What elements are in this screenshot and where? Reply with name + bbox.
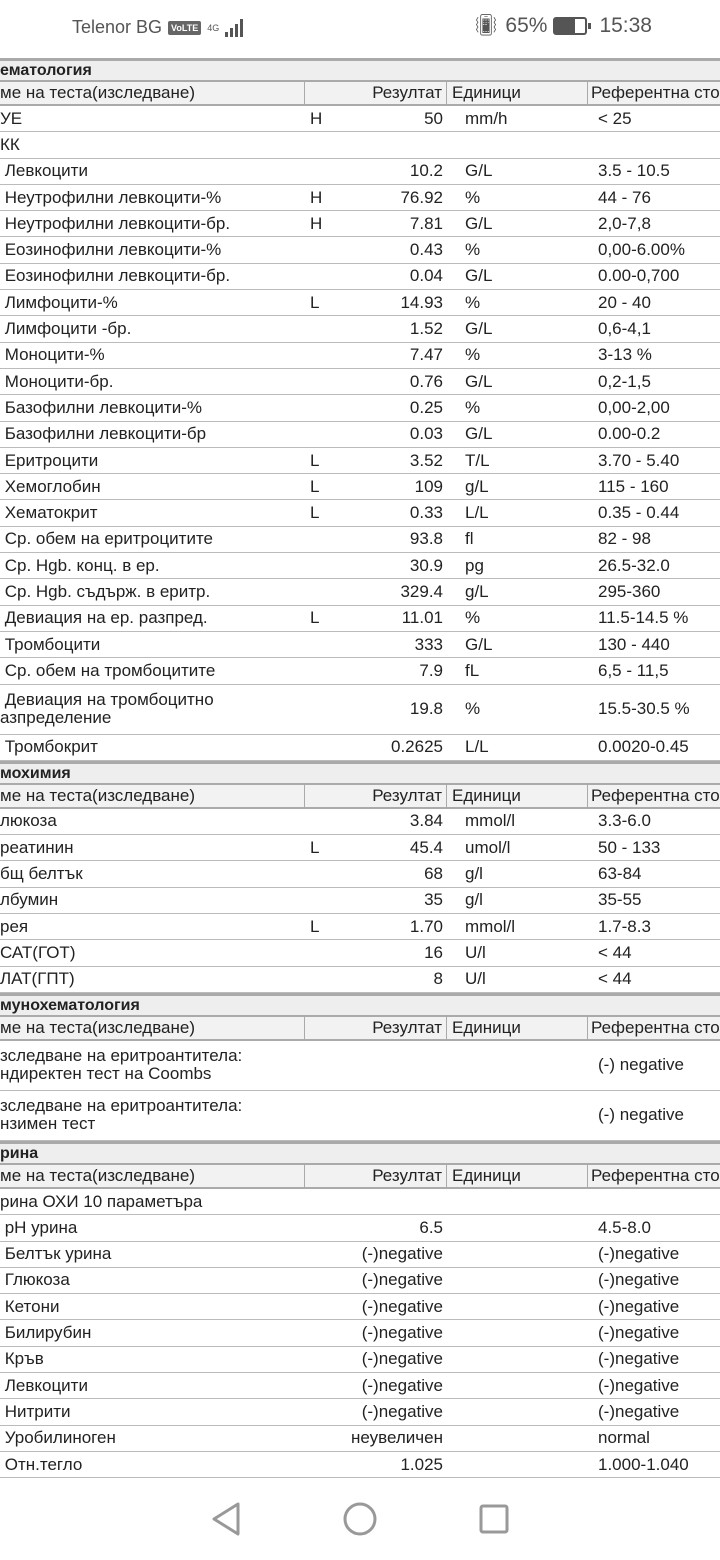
carrier-label: Telenor BG bbox=[72, 17, 163, 37]
result-value: 0.76 bbox=[409, 371, 443, 391]
column-result: Резултат bbox=[305, 82, 447, 104]
test-name: рина ОХИ 10 параметъра bbox=[0, 1191, 203, 1211]
result-value: 329.4 bbox=[400, 581, 443, 601]
reference-range: (-)negative bbox=[598, 1324, 680, 1343]
reference-range: < 44 bbox=[598, 943, 632, 962]
result-value: 16 bbox=[424, 942, 443, 962]
result-value: 0.43 bbox=[409, 240, 443, 260]
test-name: люкоза bbox=[0, 811, 57, 831]
test-name: УЕ bbox=[0, 108, 23, 128]
units: G/L bbox=[465, 266, 493, 286]
column-header-row bbox=[0, 1017, 720, 1041]
reference-range: normal bbox=[598, 1429, 650, 1448]
units: fL bbox=[465, 660, 480, 680]
result-value: 11.01 bbox=[401, 608, 443, 628]
table-row bbox=[0, 658, 720, 684]
table-row bbox=[0, 132, 720, 158]
reference-range: 295-360 bbox=[598, 582, 661, 601]
test-name: Уробилиноген bbox=[0, 1428, 116, 1448]
table-row bbox=[0, 1294, 720, 1320]
column-name: ме на теста(изследване) bbox=[0, 1165, 305, 1187]
result-value: (-)negative bbox=[361, 1375, 443, 1395]
units: g/l bbox=[465, 890, 483, 910]
test-name: Неутрофилни левкоцити-бр. bbox=[0, 213, 231, 233]
back-icon[interactable] bbox=[210, 1501, 242, 1537]
result-value: 76.92 bbox=[400, 187, 443, 207]
test-name: Базофилни левкоцити-% bbox=[0, 397, 202, 417]
column-result: Резултат bbox=[305, 785, 447, 807]
test-name: ЛАТ(ГПТ) bbox=[0, 969, 75, 989]
column-header-row bbox=[0, 82, 720, 106]
table-row bbox=[0, 1215, 720, 1241]
test-name: Кръв bbox=[0, 1349, 44, 1369]
table-row bbox=[0, 500, 720, 526]
result-value: 1.025 bbox=[400, 1454, 443, 1474]
reference-range: (-) negative bbox=[598, 1106, 684, 1125]
status-bar bbox=[0, 0, 720, 58]
table-row bbox=[0, 211, 720, 237]
reference-range: 44 - 76 bbox=[598, 188, 651, 207]
test-name: САТ(ГОТ) bbox=[0, 942, 76, 962]
units: % bbox=[465, 345, 481, 365]
reference-range: (-)negative bbox=[598, 1376, 680, 1395]
reference-range: 0,2-1,5 bbox=[598, 372, 651, 391]
result-value: 6.5 bbox=[419, 1217, 443, 1237]
reference-range: 0,00-6.00% bbox=[598, 241, 685, 260]
result-value: (-)negative bbox=[361, 1270, 443, 1290]
table-row bbox=[0, 553, 720, 579]
clock: 15:38 bbox=[599, 14, 652, 37]
column-reference: Референтна сто bbox=[591, 1166, 720, 1185]
result-value: 3.52 bbox=[409, 450, 443, 470]
column-header-row bbox=[0, 785, 720, 809]
column-name: ме на теста(изследване) bbox=[0, 1017, 305, 1039]
home-icon[interactable] bbox=[342, 1501, 378, 1537]
result-value: 35 bbox=[424, 890, 443, 910]
flag: L bbox=[310, 503, 320, 523]
reference-range: 35-55 bbox=[598, 891, 642, 910]
units: mm/h bbox=[465, 108, 508, 128]
test-name: Нитрити bbox=[0, 1401, 71, 1421]
battery-icon bbox=[553, 17, 587, 35]
table-row bbox=[0, 106, 720, 132]
reference-range: 4.5-8.0 bbox=[598, 1218, 651, 1237]
test-name: Лимфоцити -бр. bbox=[0, 319, 132, 339]
result-value: 45.4 bbox=[409, 837, 443, 857]
reference-range: 20 - 40 bbox=[598, 293, 651, 312]
reference-range: 0.0020-0.45 bbox=[598, 738, 689, 757]
units: % bbox=[465, 397, 481, 417]
table-row bbox=[0, 940, 720, 966]
column-units: Единици bbox=[447, 785, 588, 807]
table-row bbox=[0, 685, 720, 735]
table-row bbox=[0, 290, 720, 316]
test-name: зследване на еритроантитела: ндиректен тест на Coombs bbox=[0, 1046, 243, 1084]
battery-percent: 65% bbox=[505, 14, 548, 37]
test-name: Тромбокрит bbox=[0, 737, 98, 757]
result-value: 68 bbox=[424, 864, 443, 884]
table-row bbox=[0, 264, 720, 290]
flag: H bbox=[310, 213, 323, 233]
test-name: Ср. Hgb. конц. в ер. bbox=[0, 555, 160, 575]
units: umol/l bbox=[465, 837, 511, 857]
units: fl bbox=[465, 529, 474, 549]
result-value: неувеличен bbox=[351, 1428, 443, 1448]
column-result: Резултат bbox=[305, 1165, 447, 1187]
table-row bbox=[0, 861, 720, 887]
flag: L bbox=[310, 916, 320, 936]
reference-range: 0,00-2,00 bbox=[598, 398, 670, 417]
test-name: КК bbox=[0, 134, 20, 154]
result-value: (-)negative bbox=[361, 1349, 443, 1369]
test-name: Моноцити-% bbox=[0, 345, 105, 365]
table-row bbox=[0, 1373, 720, 1399]
reference-range: 15.5-30.5 % bbox=[598, 700, 690, 719]
column-reference: Референтна сто bbox=[591, 1018, 720, 1037]
units: % bbox=[465, 699, 481, 719]
reference-range: 11.5-14.5 % bbox=[598, 609, 689, 628]
test-name: Хемоглобин bbox=[0, 476, 101, 496]
result-value: 3.84 bbox=[409, 811, 443, 831]
reference-range: (-)negative bbox=[598, 1271, 680, 1290]
units: L/L bbox=[465, 503, 489, 523]
flag: H bbox=[310, 187, 323, 207]
units: % bbox=[465, 292, 481, 312]
table-row bbox=[0, 159, 720, 185]
table-row bbox=[0, 527, 720, 553]
test-name: Девиация на тромбоцитно азпределение bbox=[0, 690, 214, 728]
units: G/L bbox=[465, 371, 493, 391]
reference-range: 63-84 bbox=[598, 865, 642, 884]
reference-range: 3-13 % bbox=[598, 346, 652, 365]
result-value: (-)negative bbox=[361, 1323, 443, 1343]
result-value: 93.8 bbox=[409, 529, 443, 549]
flag: H bbox=[310, 108, 323, 128]
flag: L bbox=[310, 476, 320, 496]
test-name: Моноцити-бр. bbox=[0, 371, 114, 391]
reference-range: (-)negative bbox=[598, 1350, 680, 1369]
test-name: Еозинофилни левкоцити-% bbox=[0, 240, 222, 260]
table-row bbox=[0, 606, 720, 632]
test-name: Левкоцити bbox=[0, 1375, 88, 1395]
test-name: Еозинофилни левкоцити-бр. bbox=[0, 266, 231, 286]
flag: L bbox=[310, 608, 320, 628]
test-name: Отн.тегло bbox=[0, 1454, 83, 1474]
result-value: 19.8 bbox=[409, 699, 443, 719]
vibrate-icon: 📳︎ bbox=[472, 14, 500, 37]
column-reference: Референтна сто bbox=[591, 84, 720, 102]
units: G/L bbox=[465, 634, 493, 654]
table-row bbox=[0, 1242, 720, 1268]
result-value: (-)negative bbox=[361, 1244, 443, 1264]
table-row bbox=[0, 395, 720, 421]
column-units: Единици bbox=[447, 1017, 588, 1039]
table-row bbox=[0, 1189, 720, 1215]
result-value: 0.25 bbox=[409, 397, 443, 417]
reference-range: 130 - 440 bbox=[598, 635, 670, 654]
test-name: Левкоцити bbox=[0, 161, 88, 181]
reference-range: 0.00-0,700 bbox=[598, 267, 680, 286]
column-reference: Референтна сто bbox=[591, 786, 720, 805]
reference-range: 0,6-4,1 bbox=[598, 320, 651, 339]
result-value: 1.70 bbox=[409, 916, 443, 936]
table-row bbox=[0, 1041, 720, 1091]
units: mmol/l bbox=[465, 916, 516, 936]
table-row bbox=[0, 632, 720, 658]
section-header: ематология bbox=[0, 58, 720, 82]
test-name: pH урина bbox=[0, 1217, 78, 1237]
test-name: Неутрофилни левкоцити-% bbox=[0, 187, 222, 207]
units: U/l bbox=[465, 942, 486, 962]
test-name: Лимфоцити-% bbox=[0, 292, 118, 312]
units: g/l bbox=[465, 864, 483, 884]
table-row bbox=[0, 1426, 720, 1452]
units: G/L bbox=[465, 319, 493, 339]
reference-range: (-)negative bbox=[598, 1297, 680, 1316]
column-units: Единици bbox=[447, 82, 588, 104]
reference-range: (-)negative bbox=[598, 1402, 680, 1421]
result-value: 333 bbox=[414, 634, 443, 654]
recents-icon[interactable] bbox=[478, 1503, 510, 1535]
units: % bbox=[465, 240, 481, 260]
table-row bbox=[0, 967, 720, 993]
reference-range: (-) negative bbox=[598, 1056, 684, 1075]
reference-range: 82 - 98 bbox=[598, 530, 651, 549]
result-value: 0.2625 bbox=[391, 737, 443, 757]
lab-report bbox=[0, 58, 720, 1478]
result-value: 109 bbox=[414, 476, 443, 496]
network-type: 4G bbox=[207, 22, 220, 33]
units: T/L bbox=[465, 450, 490, 470]
units: G/L bbox=[465, 161, 493, 181]
table-row bbox=[0, 835, 720, 861]
flag: L bbox=[310, 292, 320, 312]
result-value: 8 bbox=[433, 969, 443, 989]
section-header: мохимия bbox=[0, 761, 720, 785]
test-name: Кетони bbox=[0, 1296, 60, 1316]
result-value: 0.03 bbox=[409, 424, 443, 444]
table-row bbox=[0, 369, 720, 395]
result-value: 14.93 bbox=[400, 292, 443, 312]
test-name: Ср. обем на тромбоцитите bbox=[0, 660, 216, 680]
section-header: мунохематология bbox=[0, 993, 720, 1017]
table-row bbox=[0, 579, 720, 605]
reference-range: (-)negative bbox=[598, 1245, 680, 1264]
result-value: 7.9 bbox=[419, 660, 443, 680]
reference-range: 0.00-0.2 bbox=[598, 425, 661, 444]
table-row bbox=[0, 735, 720, 761]
result-value: 30.9 bbox=[409, 555, 443, 575]
table-row bbox=[0, 474, 720, 500]
reference-range: 1.7-8.3 bbox=[598, 917, 651, 936]
table-row bbox=[0, 914, 720, 940]
units: % bbox=[465, 187, 481, 207]
test-name: зследване на еритроантитела: нзимен тест bbox=[0, 1096, 243, 1134]
test-name: Белтък урина bbox=[0, 1244, 112, 1264]
table-row bbox=[0, 1347, 720, 1373]
section-header: рина bbox=[0, 1141, 720, 1165]
reference-range: 115 - 160 bbox=[598, 477, 669, 496]
test-name: Ср. Hgb. съдърж. в еритр. bbox=[0, 581, 211, 601]
table-row bbox=[0, 888, 720, 914]
result-value: 1.52 bbox=[409, 319, 443, 339]
test-name: лбумин bbox=[0, 890, 59, 910]
flag: L bbox=[310, 837, 320, 857]
column-name: ме на теста(изследване) bbox=[0, 82, 305, 104]
column-result: Резултат bbox=[305, 1017, 447, 1039]
table-row bbox=[0, 343, 720, 369]
units: g/L bbox=[465, 581, 489, 601]
test-name: Хематокрит bbox=[0, 503, 98, 523]
volte-icon: VoLTE bbox=[168, 21, 201, 35]
test-name: реатинин bbox=[0, 837, 74, 857]
test-name: Тромбоцити bbox=[0, 634, 101, 654]
units: mmol/l bbox=[465, 811, 516, 831]
test-name: бщ белтък bbox=[0, 864, 83, 884]
units: L/L bbox=[465, 737, 489, 757]
units: g/L bbox=[465, 476, 489, 496]
reference-range: 3.3-6.0 bbox=[598, 812, 651, 831]
reference-range: < 25 bbox=[598, 109, 632, 128]
result-value: 0.04 bbox=[409, 266, 443, 286]
reference-range: < 44 bbox=[598, 970, 632, 989]
reference-range: 3.70 - 5.40 bbox=[598, 451, 680, 470]
table-row bbox=[0, 448, 720, 474]
column-name: ме на теста(изследване) bbox=[0, 785, 305, 807]
units: U/l bbox=[465, 969, 486, 989]
table-row bbox=[0, 237, 720, 263]
units: G/L bbox=[465, 424, 493, 444]
table-row bbox=[0, 1320, 720, 1346]
result-value: 50 bbox=[424, 108, 443, 128]
table-row bbox=[0, 809, 720, 835]
table-row bbox=[0, 1399, 720, 1425]
test-name: Глюкоза bbox=[0, 1270, 70, 1290]
signal-icon bbox=[225, 19, 243, 37]
test-name: Девиация на ер. разпред. bbox=[0, 608, 208, 628]
result-value: (-)negative bbox=[361, 1401, 443, 1421]
table-row bbox=[0, 422, 720, 448]
table-row bbox=[0, 185, 720, 211]
reference-range: 26.5-32.0 bbox=[598, 556, 670, 575]
table-row bbox=[0, 316, 720, 342]
test-name: Билирубин bbox=[0, 1323, 92, 1343]
test-name: Базофилни левкоцити-бр bbox=[0, 424, 207, 444]
units: G/L bbox=[465, 213, 493, 233]
test-name: рея bbox=[0, 916, 29, 936]
result-value: 7.81 bbox=[409, 213, 443, 233]
navigation-bar bbox=[0, 1478, 720, 1560]
test-name: Ср. обем на еритроцитите bbox=[0, 529, 213, 549]
column-units: Единици bbox=[447, 1165, 588, 1187]
reference-range: 6,5 - 11,5 bbox=[598, 661, 669, 680]
result-value: 7.47 bbox=[409, 345, 443, 365]
column-header-row bbox=[0, 1165, 720, 1189]
reference-range: 3.5 - 10.5 bbox=[598, 162, 670, 181]
flag: L bbox=[310, 450, 320, 470]
result-value: 10.2 bbox=[409, 161, 443, 181]
result-value: (-)negative bbox=[361, 1296, 443, 1316]
units: pg bbox=[465, 555, 484, 575]
reference-range: 50 - 133 bbox=[598, 838, 661, 857]
test-name: Еритроцити bbox=[0, 450, 99, 470]
table-row bbox=[0, 1268, 720, 1294]
units: % bbox=[465, 608, 481, 628]
result-value: 0.33 bbox=[409, 503, 443, 523]
table-row bbox=[0, 1452, 720, 1478]
reference-range: 1.000-1.040 bbox=[598, 1455, 689, 1474]
reference-range: 0.35 - 0.44 bbox=[598, 504, 680, 523]
table-row bbox=[0, 1091, 720, 1141]
reference-range: 2,0-7,8 bbox=[598, 214, 651, 233]
